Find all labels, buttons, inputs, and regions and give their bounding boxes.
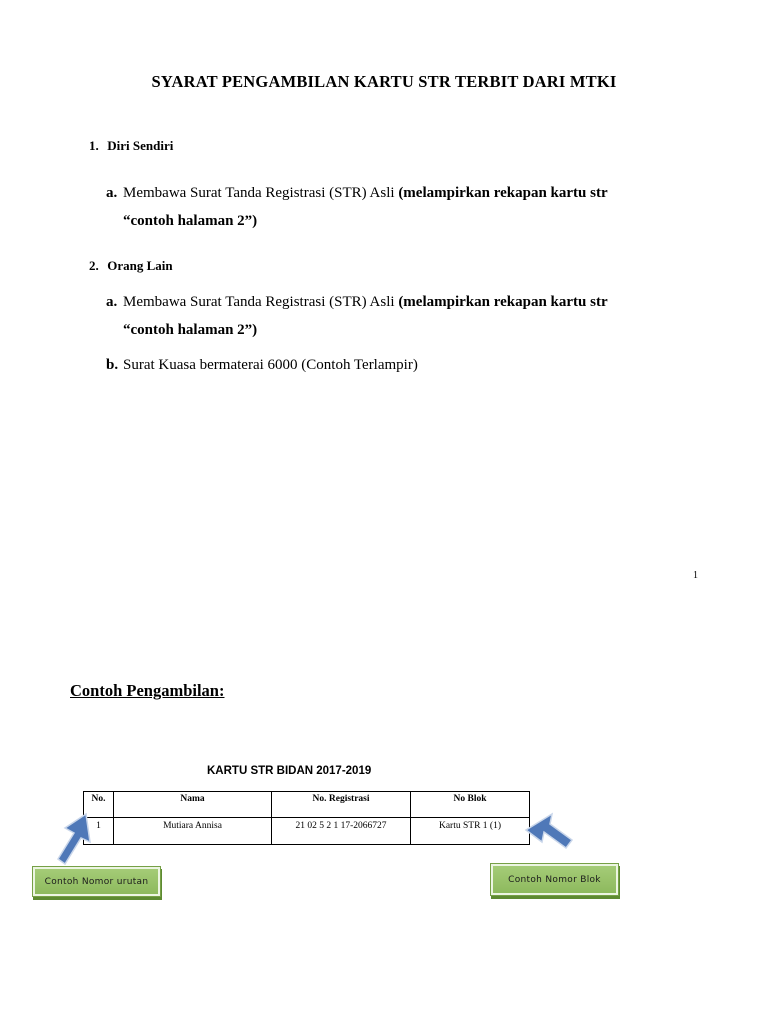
- callout-nomor-urutan: [32, 866, 161, 897]
- table-title: KARTU STR BIDAN 2017-2019: [207, 765, 372, 777]
- arrow-pointer-icon: [52, 812, 96, 870]
- table-row: [84, 818, 530, 845]
- item-bold-text: (melampirkan rekapan kartu str: [398, 185, 608, 201]
- item-text: Membawa Surat Tanda Registrasi (STR) Asli: [123, 185, 399, 201]
- section-1-heading: [89, 138, 173, 154]
- table-cell: Mutiara Annisa: [114, 818, 272, 845]
- column-header: No Blok: [411, 792, 530, 818]
- section-number: 2.: [89, 258, 99, 273]
- requirement-item: [106, 179, 663, 235]
- section-number: 1.: [89, 138, 99, 153]
- table-cell: 21 02 5 2 1 17-2066727: [272, 818, 411, 845]
- item-line-2: “contoh halaman 2”): [123, 213, 258, 229]
- page-number: 1: [693, 570, 698, 581]
- requirement-item: [106, 288, 663, 344]
- item-label: a.: [106, 294, 118, 310]
- item-text: Surat Kuasa bermaterai 6000 (Contoh Terlampir): [123, 357, 418, 373]
- column-header: No.: [84, 792, 114, 818]
- column-header: No. Registrasi: [272, 792, 411, 818]
- arrow-pointer-icon: [524, 808, 576, 860]
- item-label: b.: [106, 357, 119, 373]
- item-label: a.: [106, 185, 118, 201]
- item-text: Membawa Surat Tanda Registrasi (STR) Asli: [123, 294, 399, 310]
- section-2-heading: [89, 258, 173, 274]
- requirement-item: [106, 351, 663, 379]
- table-cell: Kartu STR 1 (1): [411, 818, 530, 845]
- column-header: Nama: [114, 792, 272, 818]
- table-cell: 1: [84, 818, 114, 845]
- section-heading-text: Orang Lain: [107, 258, 173, 273]
- section-heading-text: Diri Sendiri: [107, 138, 174, 153]
- document-title: SYARAT PENGAMBILAN KARTU STR TERBIT DARI MTKI: [151, 72, 617, 91]
- item-line-2: “contoh halaman 2”): [123, 322, 258, 338]
- str-card-table: [83, 791, 530, 845]
- example-heading: Contoh Pengambilan:: [70, 681, 225, 700]
- table-header-row: [84, 792, 530, 818]
- callout-nomor-blok: [490, 863, 619, 896]
- item-bold-text: (melampirkan rekapan kartu str: [398, 294, 608, 310]
- callout-label: Contoh Nomor urutan: [44, 876, 149, 887]
- callout-label: Contoh Nomor Blok: [508, 874, 601, 885]
